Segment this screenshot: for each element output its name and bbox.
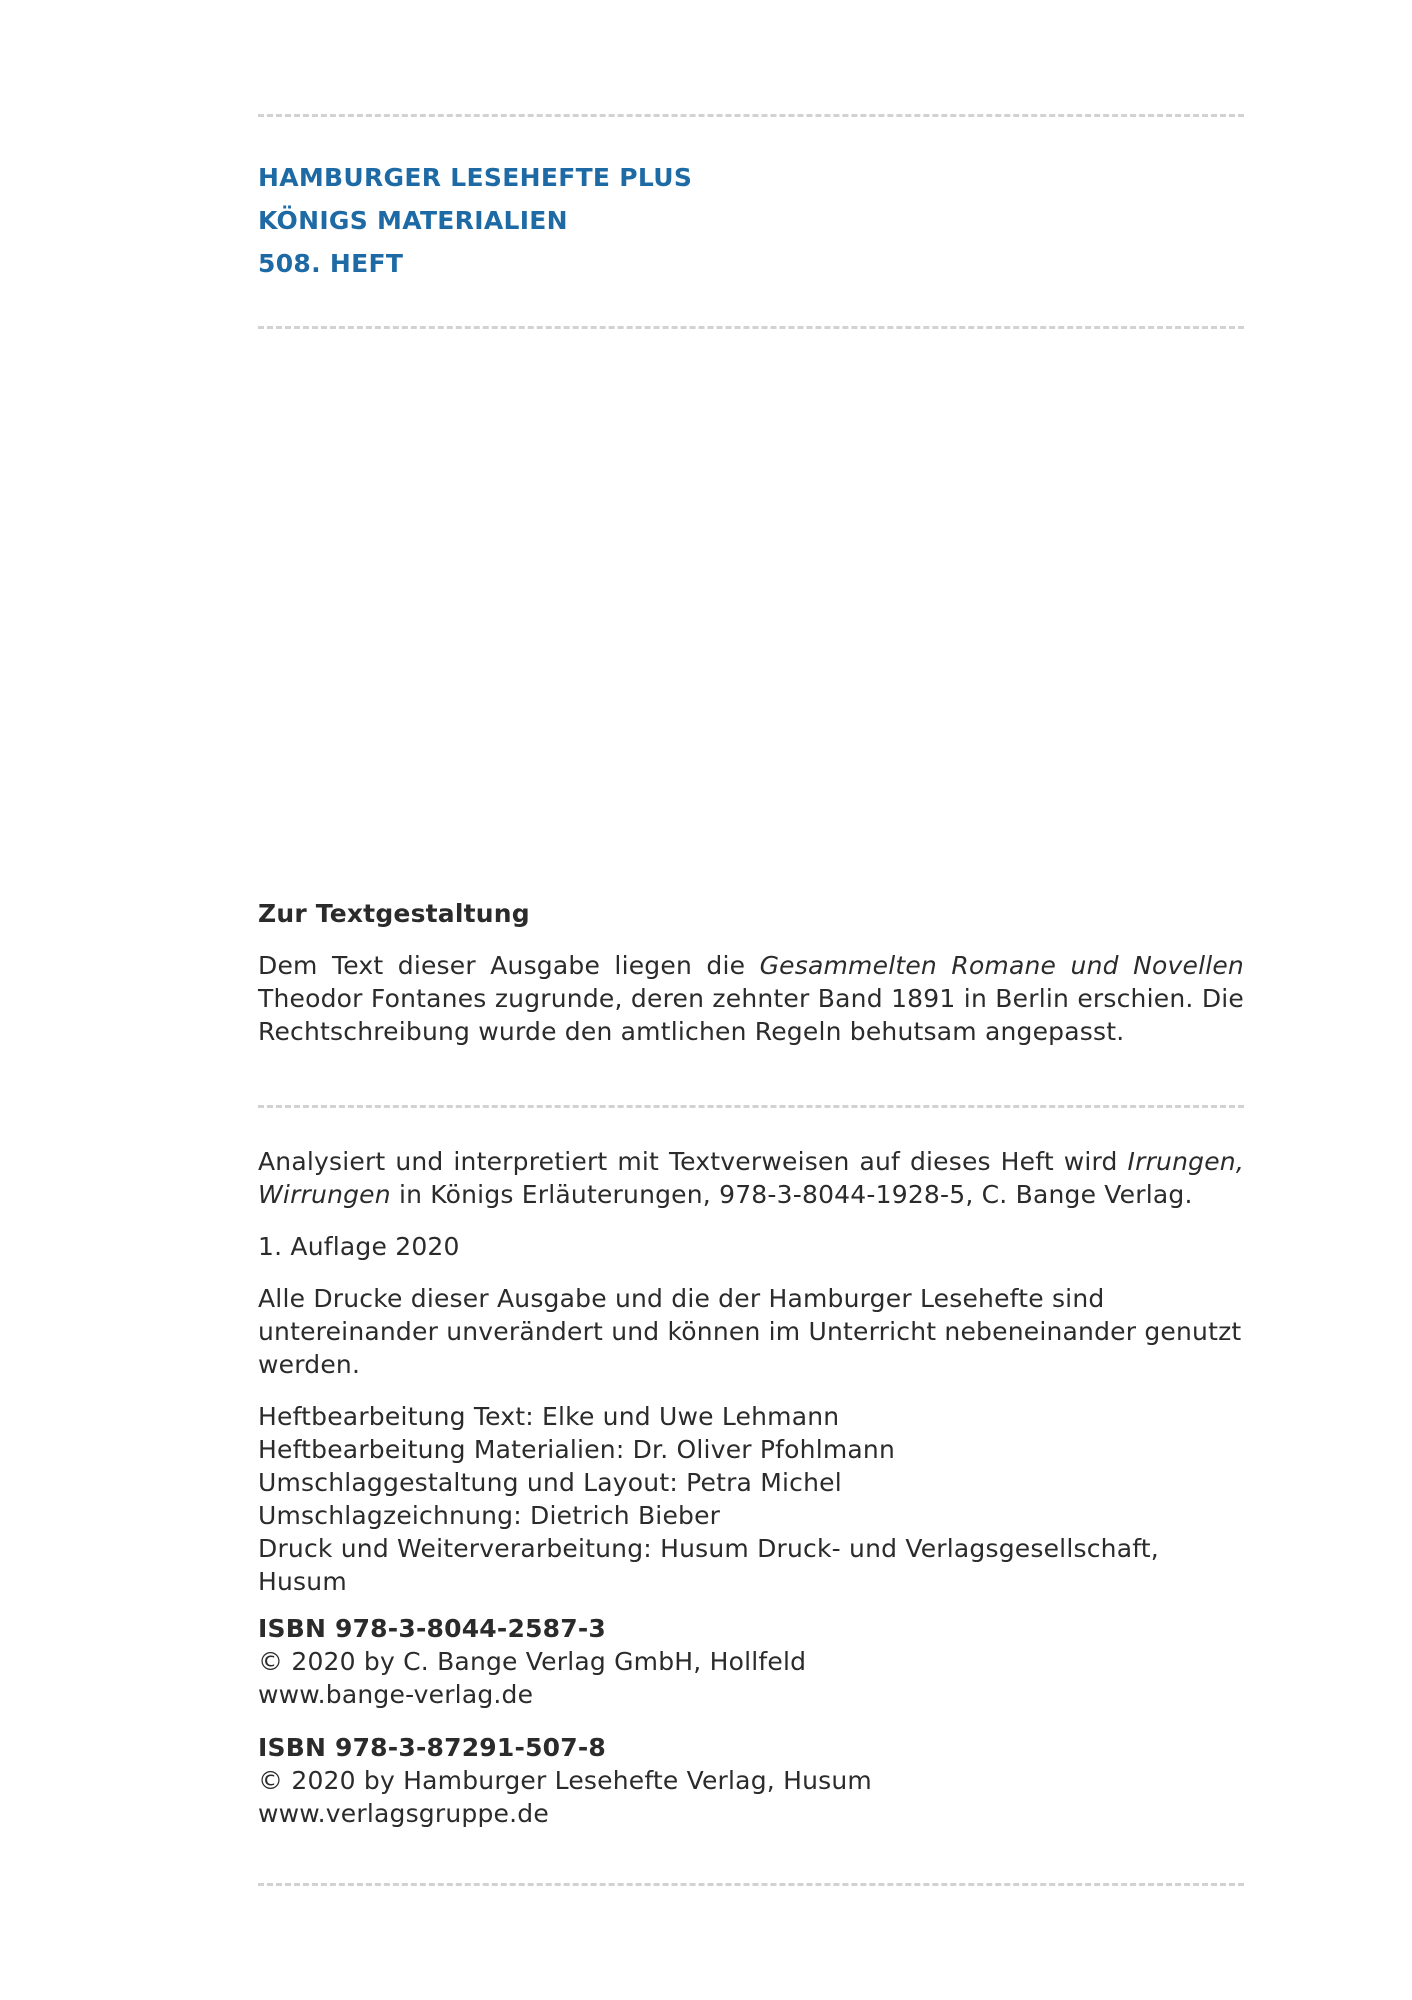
isbn: ISBN 978-3-87291-507-8 xyxy=(258,1733,607,1762)
prints-note: Alle Drucke dieser Ausgabe und die der Hamburger Lesehefte sind untereinander unverändert und können im Unterricht nebeneinander genutzt werden. xyxy=(258,1284,1242,1379)
copyright-line: © 2020 by Hamburger Lesehefte Verlag, Husum xyxy=(258,1766,872,1795)
credit-line: Umschlagzeichnung: Dietrich Bieber xyxy=(258,1501,721,1530)
text-note-section xyxy=(258,897,1244,1048)
isbn: ISBN 978-3-8044-2587-3 xyxy=(258,1614,607,1643)
credits-list xyxy=(258,1400,1244,1598)
text-note-heading: Zur Textgestaltung xyxy=(258,899,530,928)
publisher-url[interactable]: www.bange-verlag.de xyxy=(258,1680,534,1709)
novel-title: Irrungen, Wirrungen xyxy=(258,1147,1244,1209)
work-title: Gesammelten Romane und Novellen xyxy=(759,951,1244,980)
imprint-section xyxy=(258,1145,1244,1598)
bottom-divider xyxy=(258,1883,1244,1886)
interpretation-note: Analysiert und interpretiert mit Textverweisen auf dieses Heft wird Irrungen, Wirrungen in Königs Erläuterungen, 978-3-8044-1928-5, C. Bange Verlag. xyxy=(258,1147,1244,1209)
publisher-url[interactable]: www.verlagsgruppe.de xyxy=(258,1799,549,1828)
series-block xyxy=(258,156,1244,285)
publisher-block xyxy=(258,1731,1244,1830)
credit-line: Heftbearbeitung Text: Elke und Uwe Lehmann xyxy=(258,1402,840,1431)
middle-divider xyxy=(258,1105,1244,1108)
series-divider xyxy=(258,326,1244,329)
edition-note: 1. Auflage 2020 xyxy=(258,1232,460,1261)
issue-number: 508. HEFT xyxy=(258,249,404,278)
publisher-block xyxy=(258,1612,1244,1711)
credit-line: Umschlaggestaltung und Layout: Petra Michel xyxy=(258,1468,842,1497)
series-title: HAMBURGER LESEHEFTE PLUS xyxy=(258,163,693,192)
copyright-line: © 2020 by C. Bange Verlag GmbH, Hollfeld xyxy=(258,1647,807,1676)
top-divider xyxy=(258,114,1244,117)
series-subtitle: KÖNIGS MATERIALIEN xyxy=(258,206,568,235)
text-note-paragraph: Dem Text dieser Ausgabe liegen die Gesammelten Romane und Novellen Theodor Fontanes zugrunde, deren zehnter Band 1891 in Berlin erschien. Die Rechtschreibung wurde den amtlichen Regeln behutsam angepasst. xyxy=(258,951,1244,1046)
credit-line: Heftbearbeitung Materialien: Dr. Oliver Pfohlmann xyxy=(258,1435,896,1464)
publisher-section xyxy=(258,1612,1244,1830)
credit-line: Druck und Weiterverarbeitung: Husum Druck- und Verlagsgesellschaft, Husum xyxy=(258,1534,1159,1596)
